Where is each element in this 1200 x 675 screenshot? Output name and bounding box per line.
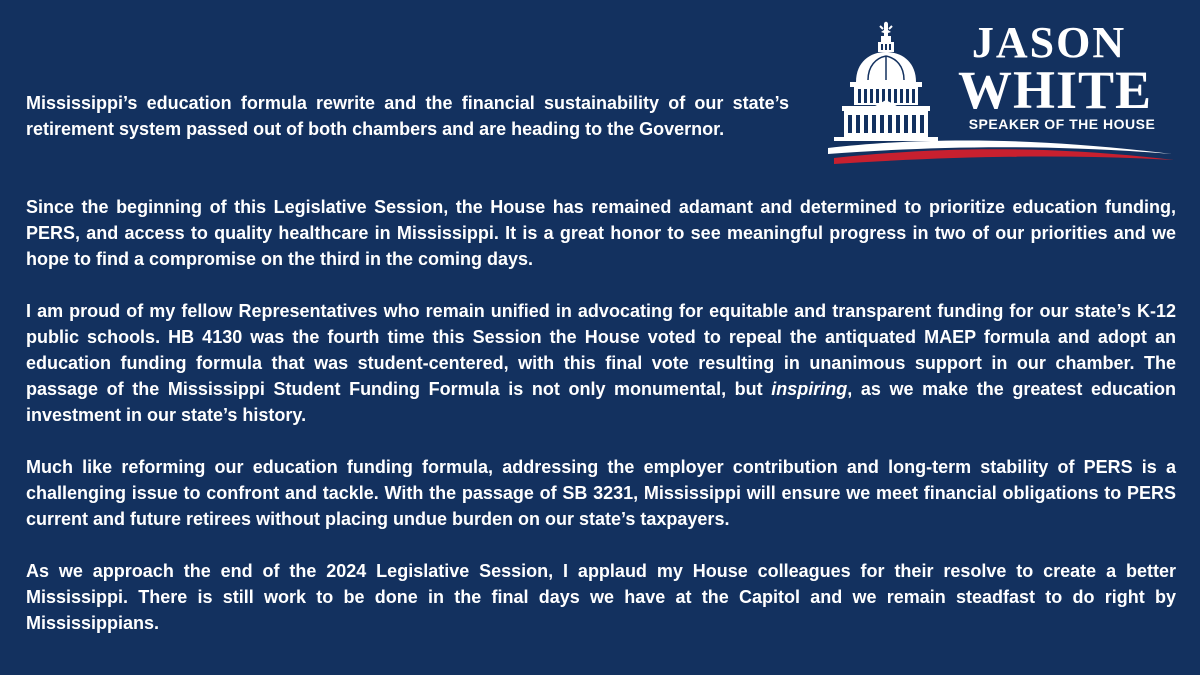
statement-paragraph-2: Since the beginning of this Legislative Session, the House has remained adamant and determined to prioritize education funding, PERS, and access to quality healthcare in Mississippi. It is a great honor to see meaningful progress in two of our priorities and we hope to find a compromise on the third in the coming days.: [26, 197, 1176, 269]
logo-last-name: WHITE: [957, 60, 1153, 120]
paragraph-3-emphasis: inspiring: [771, 379, 848, 399]
statement-body: [26, 194, 1176, 636]
logo-subtitle: SPEAKER OF THE HOUSE: [968, 116, 1156, 132]
statement-intro: Mississippi’s education formula rewrite and the financial sustainability of our state’s retirement system passed out of both chambers and are heading to the Governor.: [26, 93, 789, 139]
statement-paragraph-4: Much like reforming our education funding formula, addressing the employer contribution and long-term stability of PERS is a challenging issue to confront and tackle. With the passage of SB 3231, Mississippi will ensure we meet financial obligations to PERS current and future retirees without placing undue burden on our state’s taxpayers.: [26, 457, 1176, 529]
paragraph-3-part-b: , as we make the greatest education investment in our state’s history.: [26, 379, 1176, 425]
statement-paragraph-5: As we approach the end of the 2024 Legislative Session, I applaud my House colleagues for their resolve to create a better Mississippi. There is still work to be done in the final days we have at the Capitol and we remain steadfast to do right by Mississippians.: [26, 561, 1176, 633]
logo-first-name: JASON: [971, 18, 1127, 67]
jason-white-logo: [826, 18, 1178, 170]
paragraph-3-part-a: I am proud of my fellow Representatives who remain unified in advocating for equitable and transparent funding for our state’s K-12 public schools. HB 4130 was the fourth time this Session the House voted to repeal the antiquated MAEP formula and adopt an education funding formula that was student-centered, with this final vote resulting in unanimous support in our chamber. The passage of the Mississippi Student Funding Formula is not only monumental, but: [26, 301, 1176, 399]
statement-paragraph-3: [26, 298, 1176, 428]
